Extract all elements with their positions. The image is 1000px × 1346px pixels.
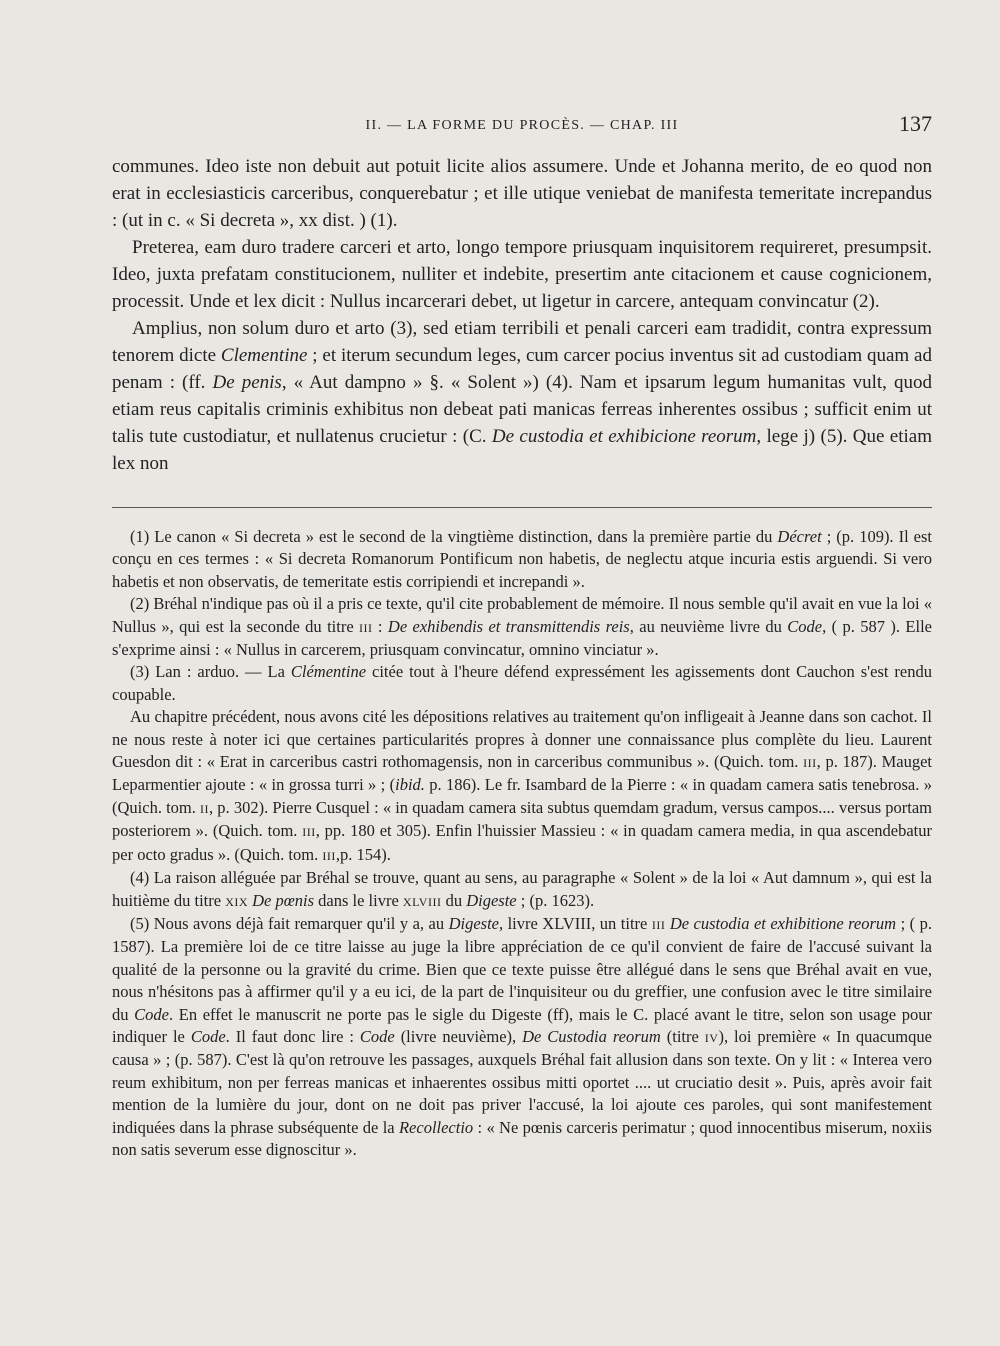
italic-run: De Custodia reorum bbox=[522, 1026, 661, 1046]
italic-run: De pœnis bbox=[252, 890, 315, 910]
text-run: . Il faut donc lire : bbox=[225, 1026, 360, 1046]
text-run: , au neuvième livre du bbox=[629, 616, 788, 636]
text-run: (livre neuvième), bbox=[394, 1026, 523, 1046]
text-run: , pp. 180 et 305). Enfin l'huissier Massieu : « in quadam camera media, in qua ascendebatur per octo gradus ». (Quich. tom. bbox=[112, 821, 933, 864]
text-run: (3) Lan : arduo. — La bbox=[130, 662, 291, 682]
roman-numeral: III bbox=[651, 917, 666, 932]
footnotes bbox=[112, 526, 932, 1161]
roman-numeral: II bbox=[200, 801, 210, 816]
text-run: ; ( p. 1587). La première loi de ce titre laisse au juge la libre appréciation de ce qu'il convient de faire de l'accusé suivant la qualité de la personne ou la gravité du crime. Bien que ce texte puisse être allégué dans le sens que Bréhal avait en vue, nous n'hésitons pas à affirmer qu'il y a eu ici, de la part de l'inquisiteur ou du greffier, une confusion avec le titre similaire du bbox=[112, 913, 933, 1024]
footnote-separator bbox=[112, 507, 932, 508]
text-run: ; et iterum secundum leges, cum carcer pocius inventus sit ad custodiam quam ad penam : (ff. bbox=[112, 345, 932, 393]
italic-run: Code bbox=[190, 1026, 226, 1046]
italic-run: De custodia et exhibitione reorum bbox=[669, 913, 897, 933]
text-run: citée tout à l'heure défend expressément les agissements dont Cauchon s'est rendu coupable. bbox=[112, 662, 932, 704]
italic-run: Clementine bbox=[220, 345, 308, 366]
text-run: (5) Nous avons déjà fait remarquer qu'il y a, au bbox=[130, 913, 449, 933]
italic-run: Code bbox=[134, 1004, 169, 1024]
text-run: ,p. 154). bbox=[335, 844, 391, 864]
italic-run: Digeste bbox=[466, 890, 517, 910]
footnote-2 bbox=[112, 593, 932, 661]
text-run: Amplius, non solum duro et arto (3), sed etiam terribili et penali carceri eam tradidit, contra expressum tenorem dicte bbox=[112, 318, 932, 366]
text-run: , p. 302). Pierre Cusquel : « in quadam camera sita subtus quemdam gradum, versus campos.... versus portam posteriorem ». (Quich. tom. bbox=[112, 797, 932, 841]
roman-numeral: XLVIII bbox=[402, 894, 442, 909]
italic-run: Clémentine bbox=[290, 662, 367, 682]
text-run: : bbox=[372, 616, 388, 636]
roman-numeral: XIX bbox=[225, 894, 249, 909]
roman-numeral: III bbox=[803, 756, 817, 771]
footnote-1 bbox=[112, 526, 932, 593]
text-run: (titre bbox=[660, 1026, 705, 1046]
italic-run: De exhibendis et transmittendis reis bbox=[387, 616, 630, 636]
italic-run: Recollectio bbox=[398, 1117, 474, 1137]
text-run: dans le livre bbox=[314, 890, 403, 910]
italic-run: ibid. bbox=[395, 775, 425, 795]
footnote-3 bbox=[112, 661, 932, 706]
text-run: ; (p. 1623). bbox=[516, 890, 595, 910]
text-run: , livre XLVIII, un titre bbox=[498, 913, 652, 933]
text-run: : « Ne pœnis carceris perimatur ; quod innocentibus miserum, noxiis non satis severum esse dignoscitur ». bbox=[112, 1117, 932, 1159]
text-run: , lege j) (5). Que etiam lex non bbox=[112, 426, 932, 474]
text-run: , « Aut dampno » §. « Solent ») (4). Nam et ipsarum legum humanitas vult, quod etiam reus capitalis criminis exhibitus non debeat pati manicas ferreas inherentes ossibus ; sufficit enim ut talis tute custodiatur, et nullatenus crucietur : (C. bbox=[112, 372, 932, 447]
page-number: 137 bbox=[899, 111, 932, 136]
text-run: (4) La raison alléguée par Bréhal se trouve, quant au sens, au paragraphe « Solent » de la loi « Aut damnum », qui est la huitième du titre bbox=[112, 868, 932, 910]
text-run: (1) Le canon « Si decreta » est le second de la vingtième distinction, dans la première partie du bbox=[130, 527, 778, 546]
footnote-5 bbox=[112, 913, 932, 1161]
text-run: , ( p. 587 ). Elle s'exprime ainsi : « Nullus in carcerem, priusquam convincatur, omnino vinciatur ». bbox=[112, 616, 932, 660]
text-run: , p. 187). Mauget Leparmentier ajoute : « in grossa turri » ; ( bbox=[112, 752, 932, 795]
italic-run: De custodia et exhibicione reorum bbox=[491, 426, 757, 447]
footnote-4 bbox=[112, 867, 932, 913]
roman-numeral: III bbox=[302, 825, 316, 840]
body-paragraph-3 bbox=[112, 315, 932, 477]
italic-run: Code bbox=[787, 616, 823, 636]
text-run: Au chapitre précédent, nous avons cité les dépositions relatives au traitement qu'on infligeait à Jeanne dans son cachot. Il ne nous reste à noter ici que certaines particularités propres à donner une connaissance plus complète du lieu. Laurent Guesdon dit : « Erat in carceribus castri rothomagensis, non in carceribus communibus ». (Quich. tom. bbox=[112, 707, 932, 772]
body-paragraph-1: communes. Ideo iste non debuit aut potuit licite alios assumere. Unde et Johanna merito, de eo quod non erat in ecclesiasticis carceribus, conquerebatur ; et ille utique veniebat de manifesta temeritate increpandus : (ut in c. « Si decreta », xx dist. ) (1). bbox=[112, 156, 932, 231]
italic-run: Code bbox=[359, 1026, 395, 1046]
running-head: II. — LA FORME DU PROCÈS. — CHAP. III bbox=[365, 118, 679, 133]
body-paragraph-2: Preterea, eam duro tradere carceri et arto, longo tempore priusquam inquisitorem requireret, presumpsit. Ideo, juxta prefatam constitucionem, nulliter et indebite, presertim ante citacionem et cause cognicionem, processit. Unde et lex dicit : Nullus incarcerari debet, ut ligetur in carcere, antequam convincatur (2). bbox=[112, 237, 932, 312]
italic-run: Digeste bbox=[448, 913, 499, 933]
roman-numeral: III bbox=[359, 620, 373, 635]
italic-run: Décret bbox=[777, 527, 822, 546]
text-run: (2) Bréhal n'indique pas où il a pris ce texte, qu'il cite probablement de mémoire. Il nous semble qu'il avait en vue la loi « Nullus », qui est la seconde du titre bbox=[112, 594, 932, 636]
italic-run: De penis bbox=[212, 372, 282, 393]
page-header bbox=[112, 111, 932, 139]
footnote-3-continuation bbox=[112, 706, 932, 867]
text-run: p. 186). Le fr. Isambard de la Pierre : « in quadam camera satis tenebrosa. » (Quich. tom. bbox=[112, 775, 932, 817]
main-text bbox=[112, 153, 932, 477]
roman-numeral: III bbox=[322, 848, 336, 863]
text-run: du bbox=[441, 890, 467, 910]
text-run: ; (p. 109). Il est conçu en ces termes : « Si decreta Romanorum Pontificum non habetis, de neglectu atque incuria estis arguendi. Si vero habetis et non observatis, de temeritate estis corripiendi et increpandi ». bbox=[112, 527, 933, 591]
text-run: . En effet le manuscrit ne porte pas le sigle du Digeste (ff), mais le C. placé avant le titre, selon son usage pour indiquer le bbox=[112, 1004, 932, 1046]
text-run: ), loi première « In quacumque causa » ; (p. 587). C'est là qu'on retrouve les passages, auxquels Bréhal fait allusion dans son texte. On y lit : « Interea vero reum exhibitum, non per ferreas manicas et inhaerentes ossibus mitti oportet .... ut cruciatio desit ». Puis, après avoir fait mention de la lumière du jour, dont on ne doit pas priver l'accusé, la loi ajoute ces paroles, qui sont manifestement indiquées dans la phrase subséquente de la bbox=[112, 1026, 932, 1137]
roman-numeral: IV bbox=[704, 1030, 719, 1045]
